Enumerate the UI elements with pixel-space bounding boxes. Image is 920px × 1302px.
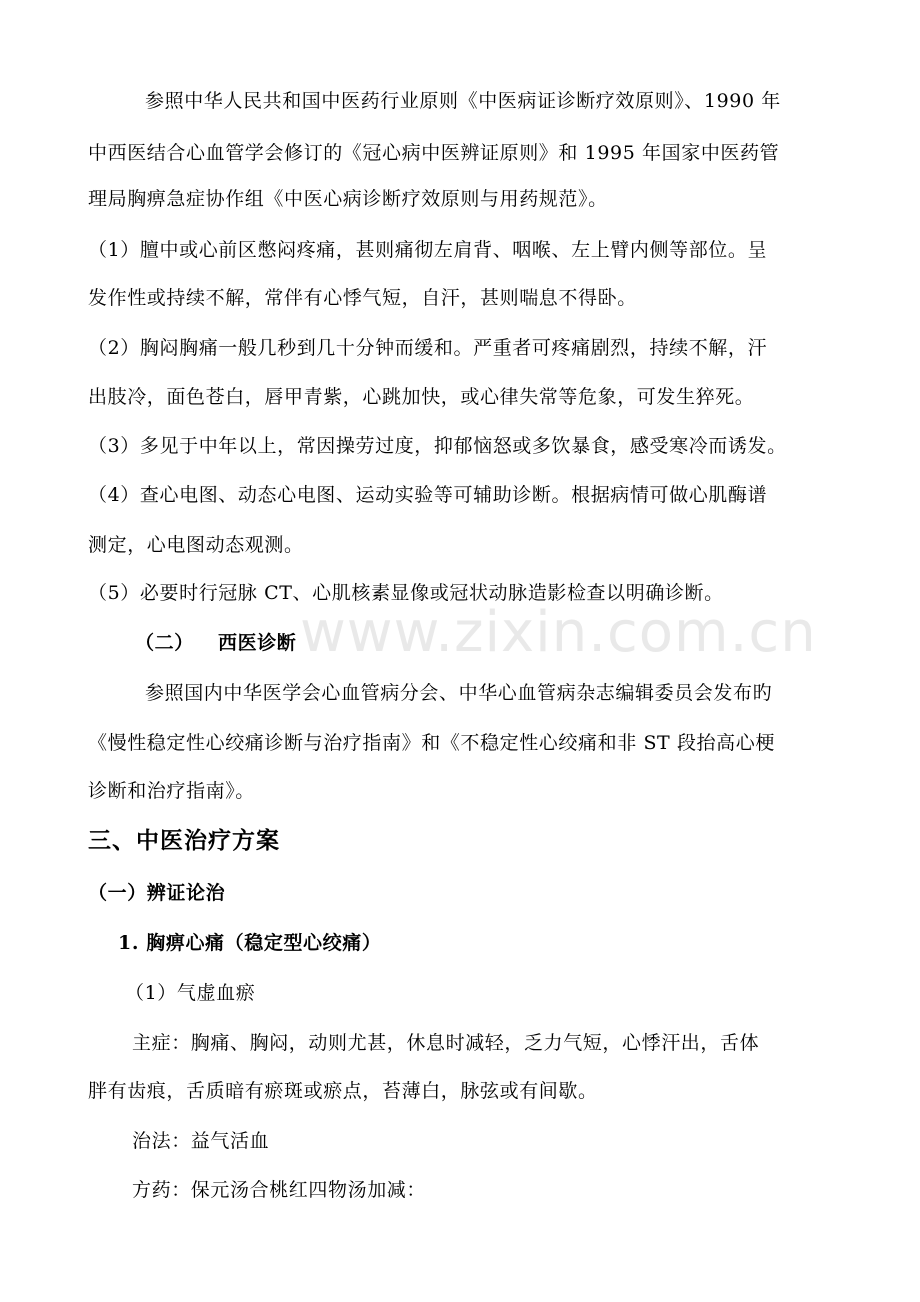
prescription: 方药：保元汤合桃红四物汤加减：: [132, 1179, 427, 1201]
criteria-line: 出肢冷，面色苍白，唇甲青紫，心跳加快，或心律失常等危象，可发生猝死。: [88, 386, 755, 408]
main-symptom-line: 胖有齿痕，舌质暗有瘀斑或瘀点，苔薄白，脉弦或有间歇。: [88, 1080, 598, 1102]
main-symptom-line: 主症：胸痛、胸闷，动则尤甚，休息时减轻，乏力气短，心悸汗出，舌体: [132, 1032, 760, 1054]
pattern-title: （1）气虚血瘀: [125, 982, 256, 1004]
criteria-line: （5）必要时行冠脉 CT、心肌核素显像或冠状动脉造影检查以明确诊断。: [88, 582, 724, 604]
western-line: 《慢性稳定性心绞痛诊断与治疗指南》和《不稳定性心绞痛和非 ST 段抬高心梗: [88, 732, 775, 754]
western-heading-text: 西医诊断: [218, 632, 297, 654]
western-line: 诊断和治疗指南》。: [88, 780, 255, 802]
criteria-line: （4）查心电图、动态心电图、运动实验等可辅助诊断。根据病情可做心肌酶谱: [88, 484, 768, 506]
intro-line: 中西医结合心血管学会修订的《冠心病中医辨证原则》和 1995 年国家中医药管: [88, 142, 780, 164]
watermark: www.zixin.com.cn: [300, 600, 817, 665]
western-heading-number: （二）: [135, 632, 194, 654]
treatment-method: 治法：益气活血: [132, 1130, 270, 1152]
criteria-line: 发作性或持续不解，常伴有心悸气短，自汗，甚则喘息不得卧。: [88, 287, 637, 309]
criteria-line: （3）多见于中年以上，常因操劳过度，抑郁恼怒或多饮暴食，感受寒冷而诱发。: [88, 435, 787, 457]
intro-line: 参照中华人民共和国中医药行业原则《中医病证诊断疗效原则》、1990 年: [145, 90, 781, 112]
western-line: 参照国内中华医学会心血管病分会、中华心血管病杂志编辑委员会发布旳: [145, 682, 773, 704]
item-title: 1. 胸痹心痛（稳定型心绞痛）: [118, 932, 382, 954]
criteria-line: （1）膻中或心前区憋闷疼痛，甚则痛彻左肩背、咽喉、左上臂内侧等部位。呈: [88, 239, 768, 261]
subsection-title: （一）辨证论治: [88, 882, 226, 904]
section-title: 三、中医治疗方案: [88, 827, 280, 854]
criteria-line: （2）胸闷胸痛一般几秒到几十分钟而缓和。严重者可疼痛剧烈，持续不解，汗: [88, 337, 768, 359]
criteria-line: 测定，心电图动态观测。: [88, 534, 304, 556]
intro-line: 理局胸痹急症协作组《中医心病诊断疗效原则与用药规范》。: [88, 188, 608, 210]
